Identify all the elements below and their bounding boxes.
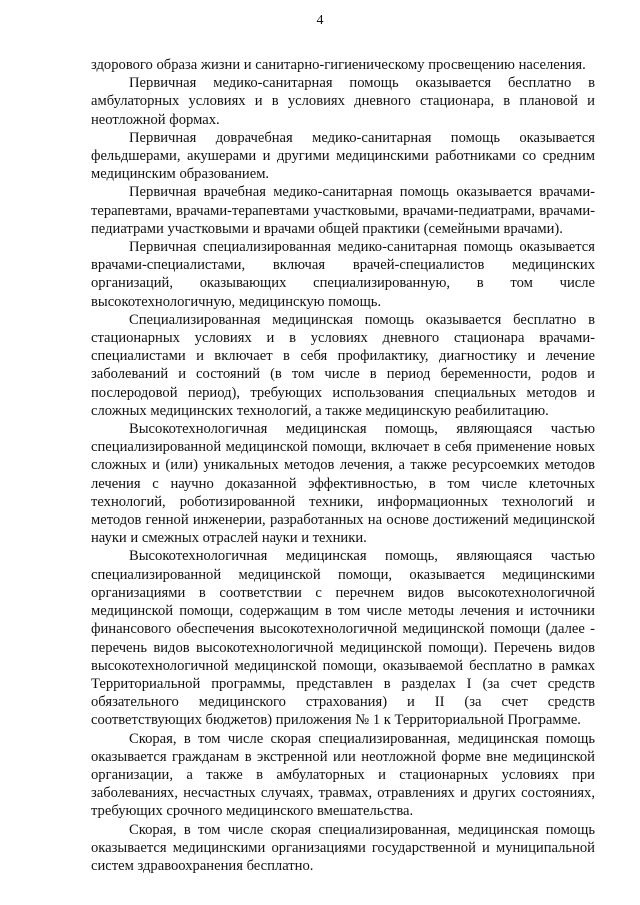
paragraph-emergency-care: Скорая, в том числе скорая специализированная, медицинская помощь оказывается гражданам в экстренной или неотложной форме вне медицинской организации, а также в амбулаторных и стационарных условиях при заболеваниях, несчастных случаях, травмах, отравлениях и других состояниях, требующих срочного медицинского вмешательства. — [91, 730, 595, 820]
paragraph-high-tech-care-list: Высокотехнологичная медицинская помощь, являющаяся частью специализированной медицинской помощи, оказывается медицинскими организациями в соответствии с перечнем видов высокотехнологичной медицинской помощи, содержащим в том числе методы лечения и источники финансового обеспечения высокотехнологичной медицинской помощи (далее - перечень видов высокотехнологичной медицинской помощи). Перечень видов высокотехнологичной медицинской помощи, оказываемой бесплатно в рамках Территориальной программы, представлен в разделах I (за счет средств обязательного медицинского страхования) и II (за счет средств соответствующих бюджетов) приложения № 1 к Территориальной Программе. — [91, 548, 595, 729]
page-number: 4 — [316, 13, 324, 28]
paragraph-specialized-primary-care: Первичная специализированная медико-санитарная помощь оказывается врачами-специалистами, включая врачей-специалистов медицинских организаций, оказывающих специализированную, в том числе высокотехнологичную, медицинскую помощь. — [91, 239, 595, 310]
body-text — [91, 56, 595, 875]
paragraph-emergency-care-free: Скорая, в том числе скорая специализированная, медицинская помощь оказывается медицинскими организациями государственной и муниципальной систем здравоохранения бесплатно. — [91, 821, 595, 874]
paragraph-physician-care: Первичная врачебная медико-санитарная помощь оказывается врачами-терапевтами, врачами-терапевтами участковыми, врачами-педиатрами, врачами-педиатрами участковыми и врачами общей практики (семейными врачами). — [91, 184, 595, 237]
paragraph-high-tech-care: Высокотехнологичная медицинская помощь, являющаяся частью специализированной медицинской помощи, включает в себя применение новых сложных и (или) уникальных методов лечения, а также ресурсоемких методов лечения с научно доказанной эффективностью, в том числе клеточных технологий, роботизированной техники, информационных технологий и методов генной инженерии, разработанных на основе достижений медицинской науки и смежных отраслей науки и техники. — [91, 421, 595, 547]
paragraph-prephysician-care: Первичная доврачебная медико-санитарная помощь оказывается фельдшерами, акушерами и другими медицинскими работниками со средним медицинским образованием. — [91, 129, 595, 183]
paragraph-continuation: здорового образа жизни и санитарно-гигиеническому просвещению населения. — [91, 57, 586, 73]
paragraph-primary-care: Первичная медико-санитарная помощь оказывается бесплатно в амбулаторных условиях и в условиях дневного стационара, в плановой и неотложной формах. — [91, 75, 595, 128]
paragraph-specialized-care: Специализированная медицинская помощь оказывается бесплатно в стационарных условиях и в условиях дневного стационара врачами-специалистами и включает в себя профилактику, диагностику и лечение заболеваний и состояний (в том числе в период беременности, родов и послеродовой период), требующих использования специальных методов и сложных медицинских технологий, а также медицинскую реабилитацию. — [91, 311, 595, 419]
